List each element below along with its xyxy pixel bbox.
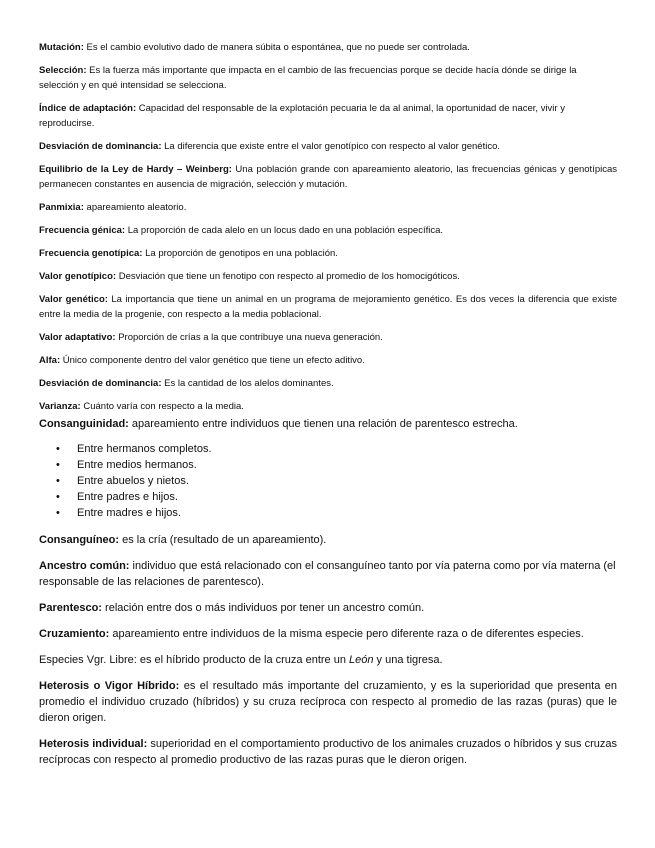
definition-valor-genotipico: Valor genotípico: Desviación que tiene un fenotipo con respecto al promedio de los homocigóticos.	[39, 271, 460, 282]
definition-cruzamiento: Cruzamiento: apareamiento entre individuos de la misma especie pero diferente raza o de diferentes especies.	[39, 628, 584, 640]
definition-heterosis: Heterosis o Vigor Híbrido: es el resultado más importante del cruzamiento, y es la superioridad que presenta en promedio el individuo cruzado (híbridos) y su cruza recíproca con respecto al promedio de las razas (puras) que le dieron origen.	[39, 680, 618, 724]
list-item: • Entre hermanos completos.	[39, 441, 617, 457]
consanguinidad-list	[39, 441, 617, 521]
definition-heterosis-individual: Heterosis individual: superioridad en el comportamiento productivo de los animales cruzados o híbridos y sus cruzas recíprocas con respecto al promedio productivo de las razas puras que le dieron origen.	[39, 738, 617, 766]
definition-desviacion-dominancia: Desviación de dominancia: La diferencia que existe entre el valor genotípico con respecto al valor genético.	[39, 141, 500, 152]
especies-example: Especies Vgr. Libre: es el híbrido producto de la cruza entre un León y una tigresa.	[39, 654, 443, 666]
definition-indice-adaptacion: Índice de adaptación: Capacidad del responsable de la explotación pecuaria le da al animal, la oportunidad de nacer, vivir y reproducirse.	[39, 103, 565, 129]
definition-hardy-weinberg: Equilibrio de la Ley de Hardy – Weinberg: Una población grande con apareamiento aleatorio, las frecuencias génicas y genotípicas permanecen constantes en ausencia de migración, selección y mutación.	[39, 164, 617, 190]
list-item: • Entre abuelos y nietos.	[39, 473, 617, 489]
definition-valor-genetico: Valor genético: La importancia que tiene un animal en un programa de mejoramiento genético. Es dos veces la diferencia que existe entre la media de la progenie, con respecto a la media poblacional.	[39, 294, 618, 320]
document-page	[39, 34, 617, 768]
definition-desviacion-dominancia-2: Desviación de dominancia: Es la cantidad de los alelos dominantes.	[39, 378, 334, 389]
definition-varianza: Varianza: Cuánto varía con respecto a la media.	[39, 401, 244, 412]
definition-valor-adaptativo: Valor adaptativo: Proporción de crías a la que contribuye una nueva generación.	[39, 332, 383, 343]
definition-frecuencia-genotipica: Frecuencia genotípica: La proporción de genotipos en una población.	[39, 248, 338, 259]
definition-frecuencia-genica: Frecuencia génica: La proporción de cada alelo en un locus dado en una población específica.	[39, 225, 444, 236]
list-item: • Entre padres e hijos.	[39, 489, 617, 505]
definition-alfa: Alfa: Único componente dentro del valor genético que tiene un efecto aditivo.	[39, 355, 365, 366]
definition-consanguinidad: Consanguinidad: apareamiento entre individuos que tienen una relación de parentesco estrecha.	[39, 418, 518, 430]
list-item: • Entre madres e hijos.	[39, 505, 617, 521]
definition-consanguineo: Consanguíneo: es la cría (resultado de un apareamiento).	[39, 534, 327, 546]
list-item: • Entre medios hermanos.	[39, 457, 617, 473]
definition-mutacion: Mutación: Es el cambio evolutivo dado de manera súbita o espontánea, que no puede ser controlada.	[39, 42, 470, 53]
definition-seleccion: Selección: Es la fuerza más importante que impacta en el cambio de las frecuencias porque se decide hacía dónde se dirige la selección y en qué intensidad se selecciona.	[39, 65, 577, 91]
definition-panmixia: Panmixia: apareamiento aleatorio.	[39, 202, 187, 213]
definition-parentesco: Parentesco: relación entre dos o más individuos por tener un ancestro común.	[39, 602, 425, 614]
definition-ancestro-comun: Ancestro común: individuo que está relacionado con el consanguíneo tanto por vía paterna como por vía materna (el responsable de las relaciones de parentesco).	[39, 560, 616, 588]
